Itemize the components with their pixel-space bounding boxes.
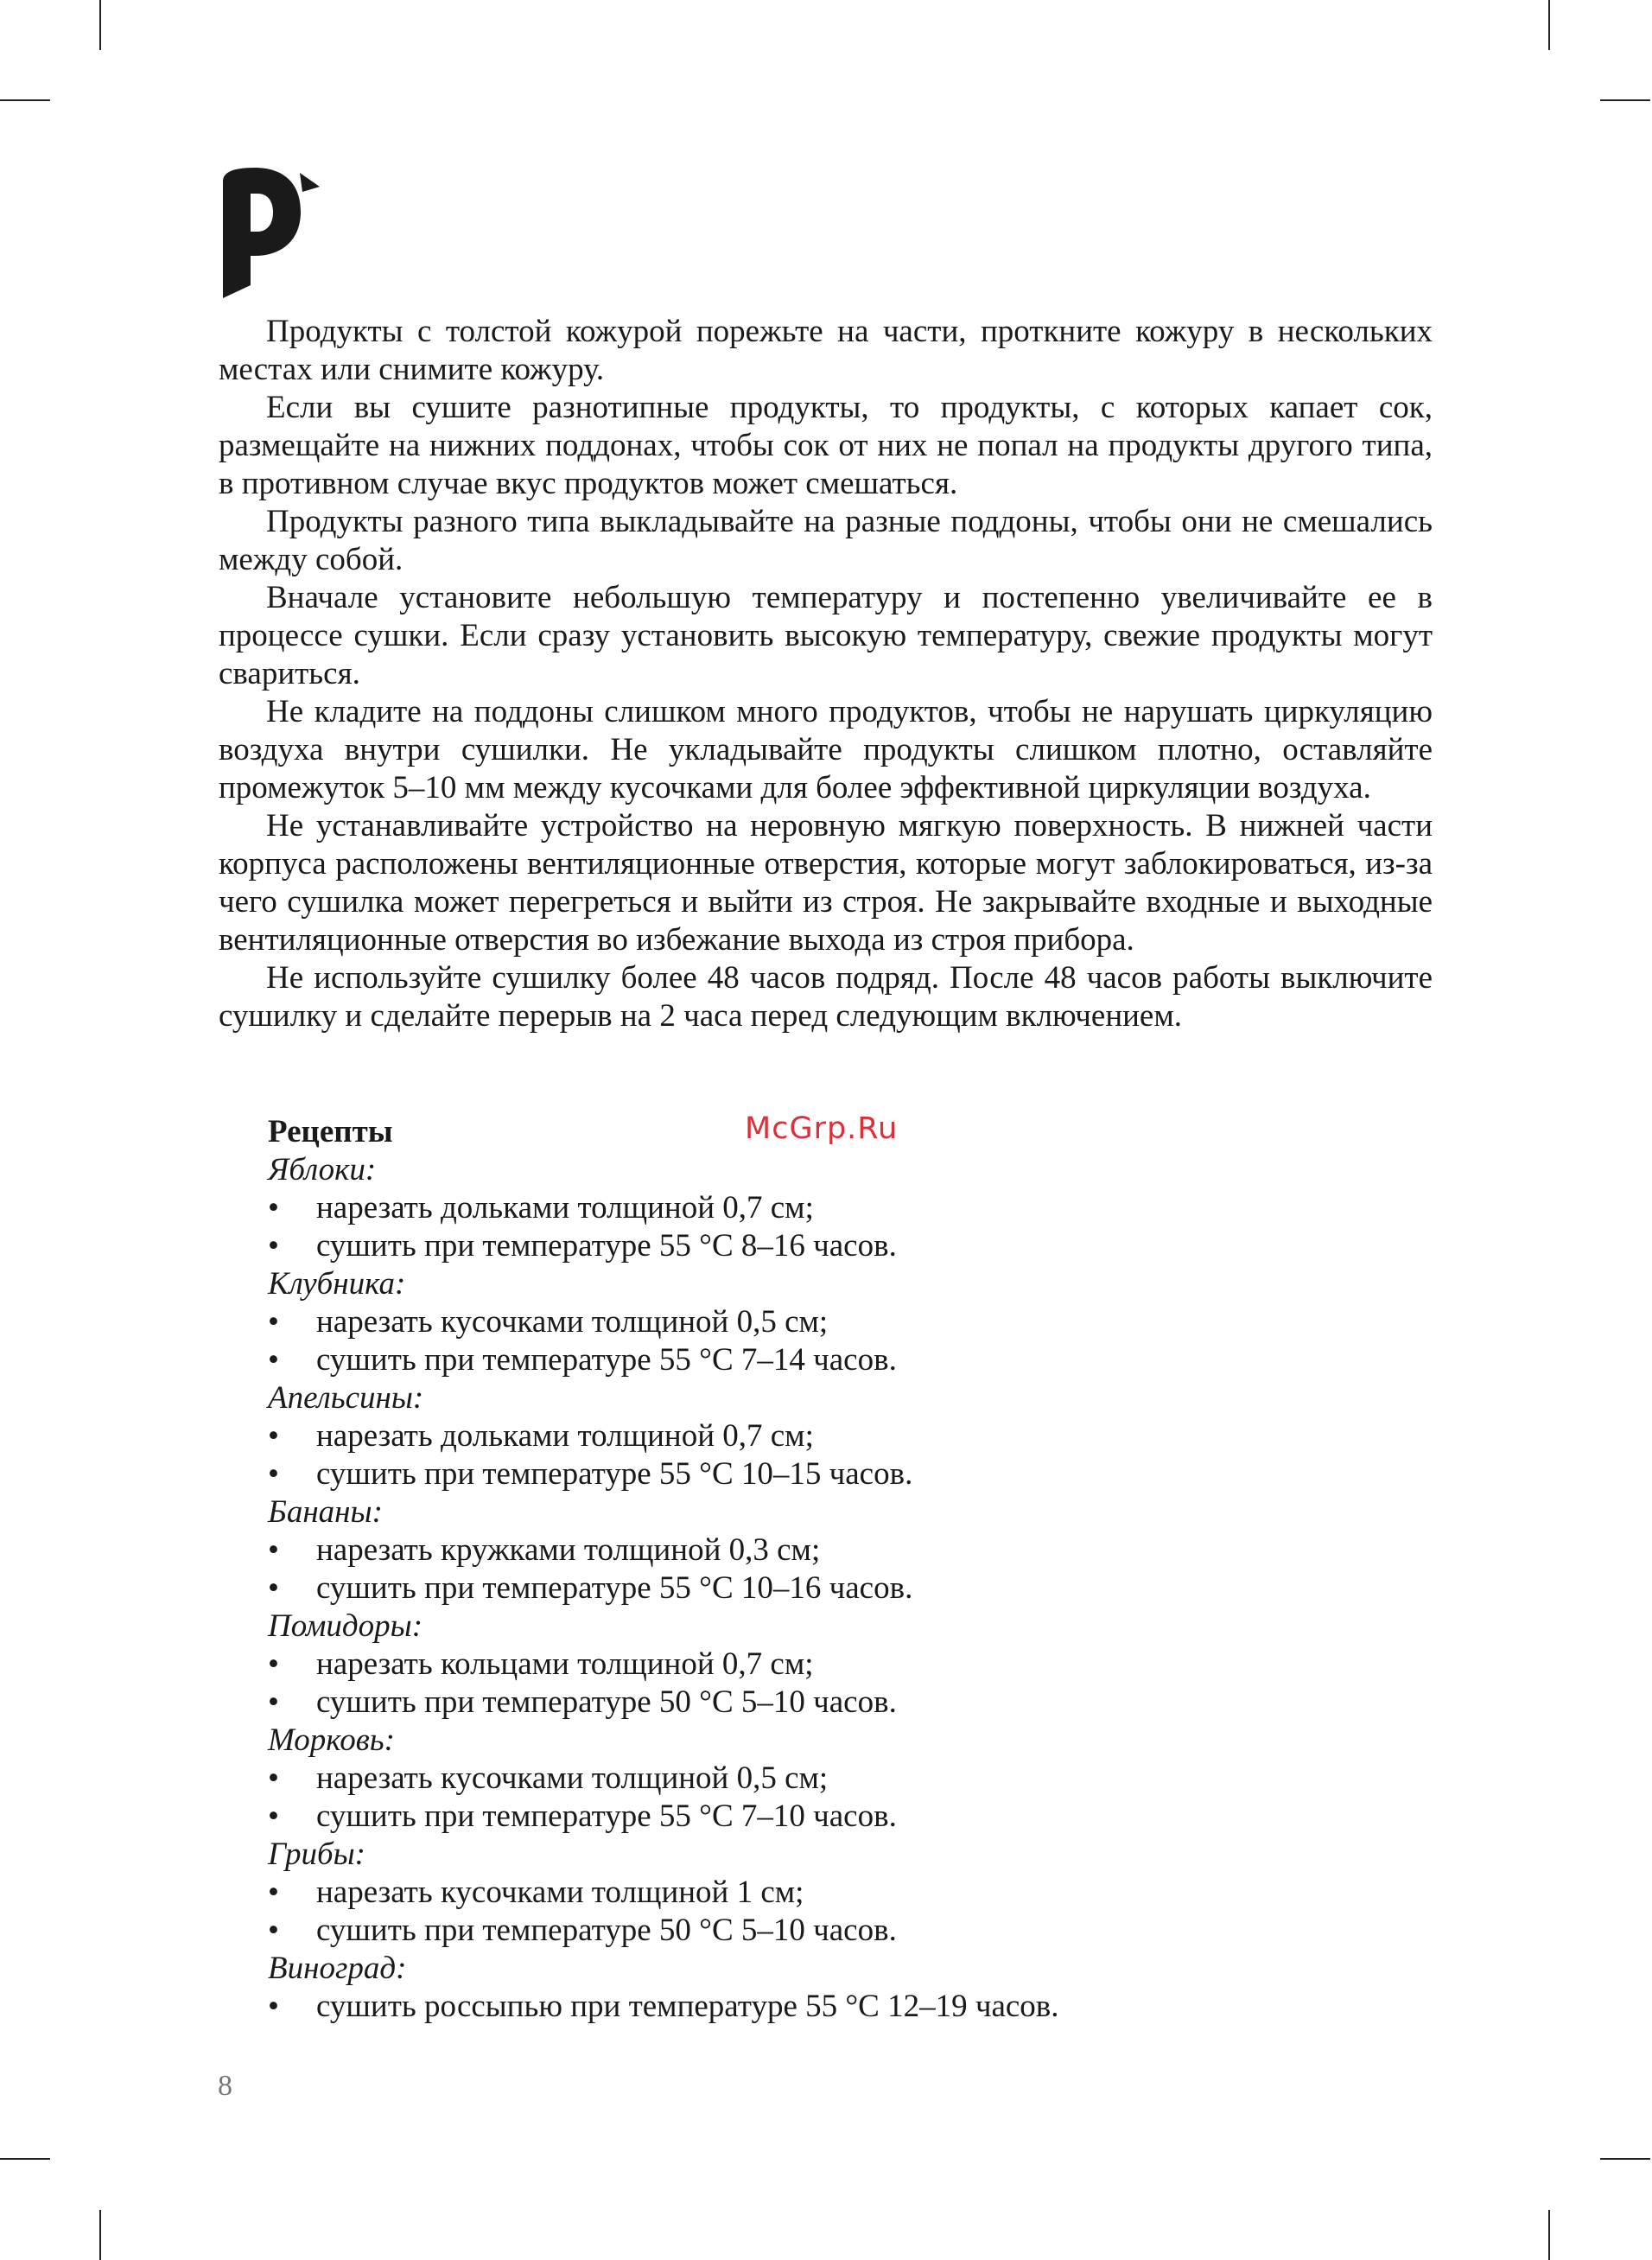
step-text: сушить при температуре 55 °C 7–14 часов. xyxy=(316,1342,897,1378)
crop-mark xyxy=(1548,0,1550,50)
recipe-step xyxy=(268,1455,1218,1493)
recipe-step xyxy=(268,1569,1218,1607)
recipe-step xyxy=(268,1760,1218,1798)
bullet-icon: • xyxy=(268,1418,279,1454)
step-text: нарезать кольцами толщиной 0,7 см; xyxy=(316,1646,814,1682)
crop-mark xyxy=(0,99,50,101)
step-text: сушить при температуре 50 °C 5–10 часов. xyxy=(316,1684,897,1720)
step-text: нарезать кусочками толщиной 0,5 см; xyxy=(316,1304,829,1340)
paragraph: Продукты с толстой кожурой порежьте на части, проткните кожуру в нескольких местах или снимите кожуру. xyxy=(219,314,1433,387)
paragraph: Продукты разного типа выкладывайте на разные поддоны, чтобы они не смешались между собой. xyxy=(219,504,1433,577)
step-text: сушить при температуре 55 °C 10–16 часов. xyxy=(316,1570,913,1606)
bullet-icon: • xyxy=(268,1798,279,1834)
bullet-icon: • xyxy=(268,1190,279,1225)
recipe-step xyxy=(268,1684,1218,1722)
recipe-name: Помидоры: xyxy=(268,1608,423,1644)
recipe-step xyxy=(268,1798,1218,1836)
recipe-name: Апельсины: xyxy=(268,1380,424,1416)
recipe-name: Морковь: xyxy=(268,1722,395,1758)
step-text: сушить при температуре 50 °C 5–10 часов. xyxy=(316,1913,897,1948)
bullet-icon: • xyxy=(268,1760,279,1796)
recipe-step xyxy=(268,1646,1218,1684)
recipe-step xyxy=(268,1417,1218,1455)
bullet-icon: • xyxy=(268,1989,279,2024)
bullet-icon: • xyxy=(268,1684,279,1720)
bullet-icon: • xyxy=(268,1304,279,1340)
step-text: нарезать кусочками толщиной 1 см; xyxy=(316,1875,804,1910)
recipe-step xyxy=(268,1227,1218,1265)
paragraph: Не устанавливайте устройство на неровную мягкую поверхность. В нижней части корпуса расположены вентиляционные отверстия, которые могут заблокироваться, из-за чего сушилка может перегреться и выйти из строя. Не закрывайте входные и выходные вентиляционные отверстия во избежание выхода из строя прибора. xyxy=(219,808,1433,958)
recipe-name: Клубника: xyxy=(268,1266,406,1302)
step-text: сушить россыпью при температуре 55 °C 12–19 часов. xyxy=(316,1989,1059,2024)
bullet-icon: • xyxy=(268,1456,279,1492)
recipe-step xyxy=(268,1303,1218,1341)
crop-mark xyxy=(99,0,101,50)
recipe-step xyxy=(268,1189,1218,1227)
step-text: сушить при температуре 55 °C 7–10 часов. xyxy=(316,1798,897,1834)
step-text: сушить при температуре 55 °C 8–16 часов. xyxy=(316,1228,897,1264)
bullet-icon: • xyxy=(268,1875,279,1910)
bullet-icon: • xyxy=(268,1342,279,1378)
recipe-name: Грибы: xyxy=(268,1837,366,1872)
bullet-icon: • xyxy=(268,1913,279,1948)
paragraph: Если вы сушите разнотипные продукты, то продукты, с которых капает сок, размещайте на нижних поддонах, чтобы сок от них не попал на продукты другого типа, в противном случае вкус продуктов может смешаться. xyxy=(219,390,1433,501)
recipe-step xyxy=(268,1988,1218,2026)
recipe-step xyxy=(268,1531,1218,1569)
paragraph: Вначале установите небольшую температуру и постепенно увеличивайте ее в процессе сушки. Если сразу установить высокую температуру, свежие продукты могут свариться. xyxy=(219,580,1433,691)
watermark: McGrp.Ru xyxy=(745,1111,899,1146)
step-text: нарезать дольками толщиной 0,7 см; xyxy=(316,1190,814,1225)
step-text: нарезать кружками толщиной 0,3 см; xyxy=(316,1532,821,1568)
bullet-icon: • xyxy=(268,1570,279,1606)
recipe-step xyxy=(268,1874,1218,1912)
bullet-icon: • xyxy=(268,1532,279,1568)
bullet-icon: • xyxy=(268,1228,279,1264)
step-text: нарезать кусочками толщиной 0,5 см; xyxy=(316,1760,829,1796)
crop-mark xyxy=(99,2210,101,2260)
crop-mark xyxy=(1600,99,1650,101)
page-number: 8 xyxy=(218,2070,232,2102)
recipe-name: Яблоки: xyxy=(268,1152,377,1187)
bullet-icon: • xyxy=(268,1646,279,1682)
paragraph: Не кладите на поддоны слишком много продуктов, чтобы не нарушать циркуляцию воздуха внутри сушилки. Не укладывайте продукты слишком плотно, оставляйте промежуток 5–10 мм между кусочками для более эффективной циркуляции воздуха. xyxy=(219,694,1433,805)
crop-mark xyxy=(0,2158,50,2160)
step-text: сушить при температуре 55 °C 10–15 часов. xyxy=(316,1456,913,1492)
paragraph: Не используйте сушилку более 48 часов подряд. После 48 часов работы выключите сушилку и сделайте перерыв на 2 часа перед следующим включением. xyxy=(219,960,1433,1034)
step-text: нарезать дольками толщиной 0,7 см; xyxy=(316,1418,814,1454)
recipe-name: Виноград: xyxy=(268,1951,407,1986)
crop-mark xyxy=(1548,2210,1550,2260)
recipes-section xyxy=(268,1113,1218,2026)
instructions-text xyxy=(219,313,1433,1035)
brand-p-logo-icon xyxy=(216,164,320,298)
recipe-name: Бананы: xyxy=(268,1494,383,1530)
crop-mark xyxy=(1600,2158,1650,2160)
recipe-step xyxy=(268,1912,1218,1950)
recipe-step xyxy=(268,1341,1218,1379)
recipes-heading: Рецепты xyxy=(268,1114,393,1149)
